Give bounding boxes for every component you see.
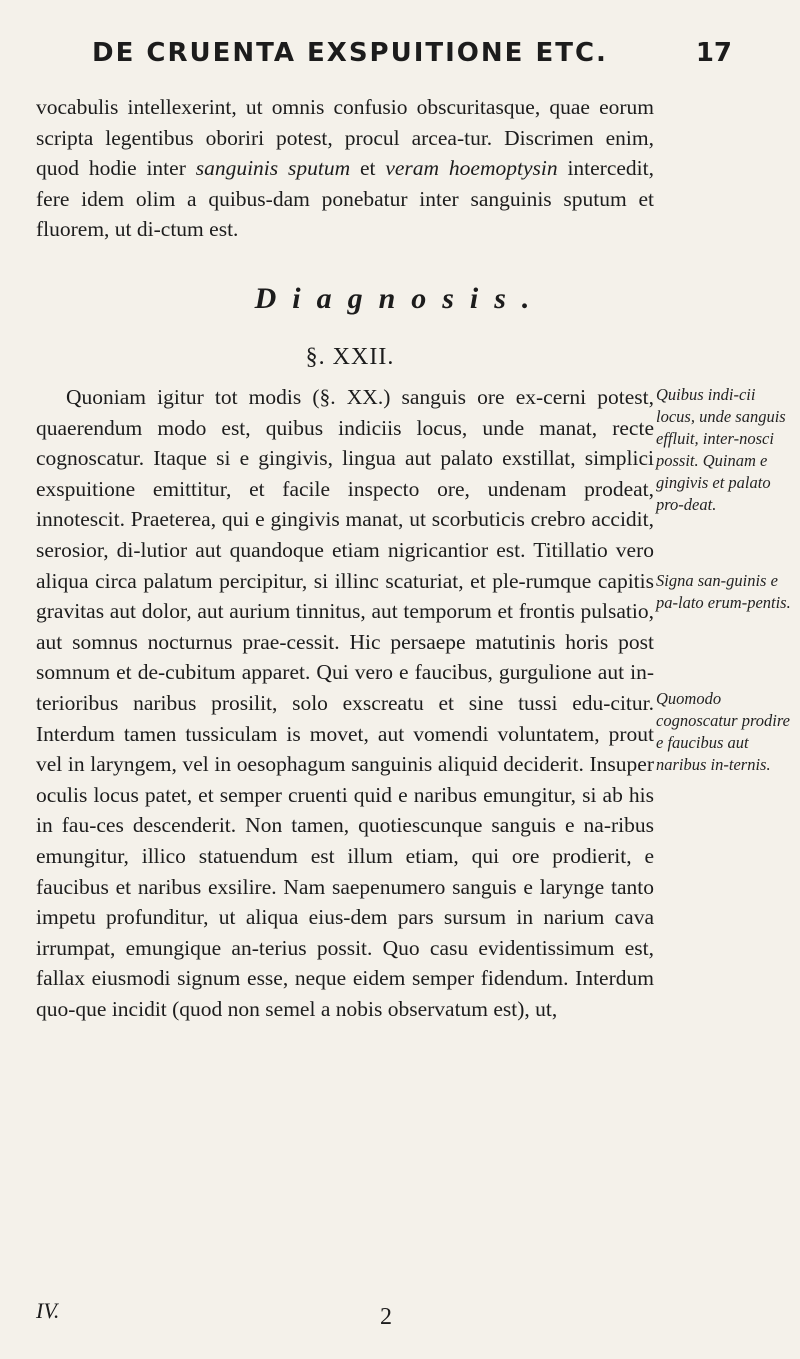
- signature-volume: IV.: [36, 1298, 60, 1323]
- italic-term: sanguinis sputum: [195, 156, 351, 181]
- paragraph-main: [36, 382, 654, 1024]
- margin-note-text: Quibus indi-cii locus, unde sanguis effluit, inter-nosci possit. Quinam e gingivis et palato pro-deat.: [656, 385, 786, 514]
- section-title: Diagnosis.: [254, 282, 546, 315]
- paragraph-text: Quoniam igitur tot modis (§. XX.) sanguis ore ex-cerni potest, quaerendum modo est, quibus indiciis locus, unde manat, recte cognoscatur. Itaque si e gingivis, lingua aut palato exstillat, simplici exspuitione emittitur, et facile inspecto ore, undenam prodeat, innotescit. Praeterea, qui e gingivis manat, ut scorbuticis crebro accidit, serosior, di-lutior aut quandoque etiam nigricantior est. Titillatio vero aliqua circa palatum percipitur, si illinc scaturiat, et ple-rumque capitis gravitas aut dolor, aut aurium tinnitus, aut temporum et frontis pulsatio, aut somnus nocturnus prae-cessit. Hic persaepe matutinis horis post somnum et de-cubitum apparet. Qui vero e faucibus, gurgulione aut in-terioribus naribus prosilit, solo exscreatu et sine tussi edu-citur. Interdum tamen tussiculam is movet, aut vomendi voluntatem, prout vel in laryngem, vel in oesophagum sanguinis aliquid deciderit. Insuper oculis locus patet, et semper cruenti quid e naribus emungitur, si ab his in fau-ces descenderit. Non tamen, quotiescunque sanguis e na-ribus emungitur, illico statuendum est illum etiam, qui ore prodierit, e faucibus et naribus exsilire. Nam saepenumero sanguis e larynge tanto impetu profunditur, ut aliqua eius-dem pars sursum in narium cava irrumpat, emungique an-terius possit. Quo casu evidentissimum est, fallax eiusmodi signum esse, neque eidem semper fidendum. Interdum quo-que incidit (quod non semel a nobis observatum est), ut,: [36, 385, 654, 1021]
- text-run: intercedit, fere idem olim a quibus-dam ponebatur inter sanguinis sputum et fluorem, ut di-ctum est.: [36, 156, 654, 242]
- margin-note-2: [656, 570, 796, 614]
- margin-note-text: Signa san-guinis e pa-lato erum-pentis.: [656, 571, 791, 612]
- page-header: [92, 38, 732, 78]
- page-number: 17: [695, 38, 732, 68]
- margin-note-1: [656, 384, 796, 516]
- text-run: et: [350, 156, 386, 181]
- margin-note-text: Quomodo cognoscatur prodire e faucibus aut naribus in-ternis.: [656, 689, 790, 774]
- running-title: DE CRUENTA EXSPUITIONE ETC.: [92, 38, 608, 68]
- text-run: vocabulis intellexerint, ut omnis confusio obscuritasque, quae eorum scripta legentibus oboriri potest, procul arcea-tur. Discrimen enim, quod hodie inter: [36, 95, 654, 181]
- italic-term: veram hoemoptysin: [385, 156, 558, 181]
- margin-note-3: [656, 688, 796, 776]
- paragraph-intro: [36, 92, 654, 245]
- signature-mark: 2: [380, 1304, 392, 1330]
- section-number: §. XXII.: [305, 344, 395, 370]
